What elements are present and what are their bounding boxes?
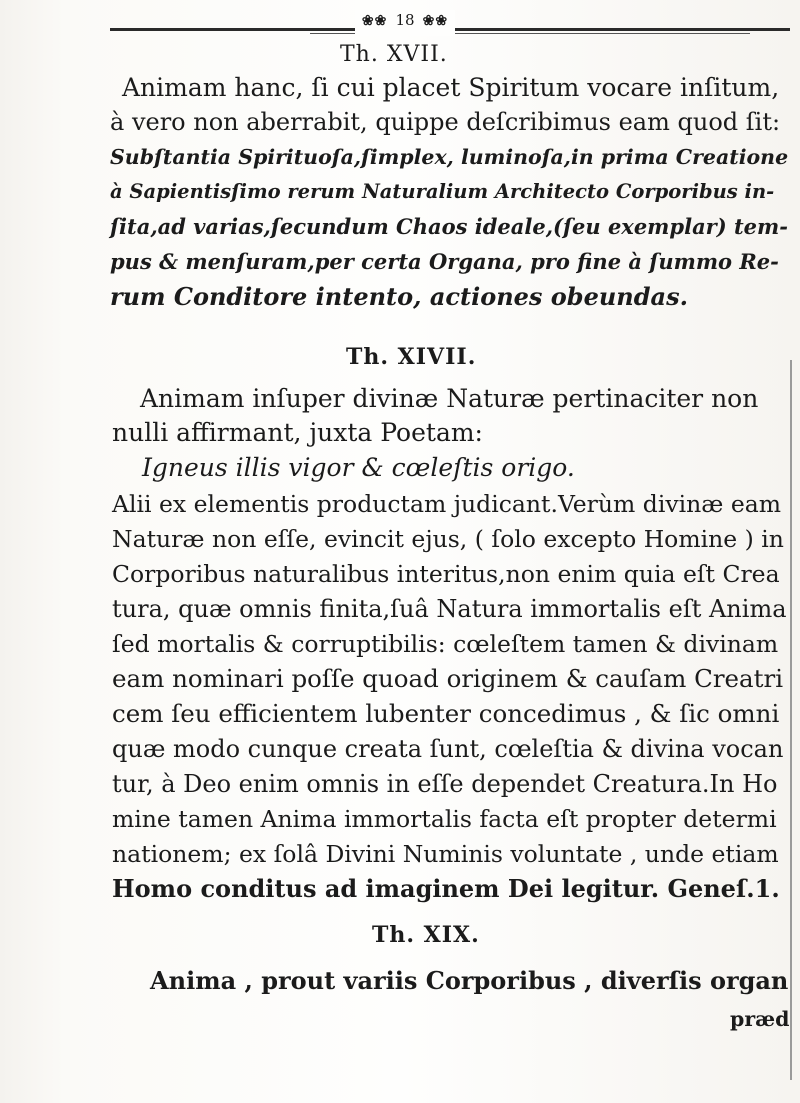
text-line: Animam inſuper divinæ Naturæ pertinaciter non (140, 384, 759, 413)
text-line: Naturæ non eſſe, evincit ejus, ( ſolo excepto Homine ) in (112, 525, 784, 553)
text-line: Subſtantia Spirituoſa,ſimplex, luminoſa,in prima Creatione (110, 145, 789, 169)
text-line: rum Conditore intento, actiones obeundas. (110, 282, 688, 311)
text-line: cem ſeu efficientem lubenter concedimus , & ſic omni (112, 699, 780, 728)
page-number: 18 (395, 11, 415, 29)
text-line: pus & menſuram,per certa Organa, pro fine à ſummo Re- (110, 249, 779, 274)
page-header (110, 8, 790, 42)
text-line: Animam hanc, ſi cui placet Spiritum vocare inſitum, (122, 73, 780, 102)
text-line: ſita,ad varias,ſecundum Chaos ideale,(ſeu exemplar) tem- (110, 214, 788, 239)
ornament-right-icon: ❀❀ (422, 13, 449, 29)
text-line: eam nominari poſſe quoad originem & cauſam Creatri (112, 664, 784, 693)
text-line: tura, quæ omnis finita,ſuâ Natura immortalis eſt Anima (112, 595, 787, 623)
text-line: Alii ex elementis productam judicant.Verùm divinæ eam (112, 490, 782, 518)
text-line: ſed mortalis & corruptibilis: cœleſtem tamen & divinam (112, 630, 779, 658)
text-line: à Sapientisſimo rerum Naturalium Architecto Corporibus in- (110, 180, 775, 203)
text-line: nationem; ex ſolâ Divini Numinis voluntate , unde etiam (112, 840, 779, 868)
text-line: Anima , prout variis Corporibus , diverſis organ (150, 966, 789, 995)
page-edge-shadow (790, 360, 792, 1080)
text-line: Corporibus naturalibus interitus,non enim quia eſt Crea (112, 560, 780, 588)
page-number-block (355, 10, 455, 36)
text-line: à vero non aberrabit, quippe deſcribimus eam quod ſit: (110, 108, 781, 136)
text-line: mine tamen Anima immortalis facta eſt propter determi (112, 805, 777, 833)
text-line: tur, à Deo enim omnis in eſſe dependet Creatura.In Ho (112, 770, 778, 798)
text-line: quæ modo cunque creata ſunt, cœleſtia & divina vocan (112, 735, 784, 763)
text-line-fragment: præd (730, 1007, 790, 1031)
text-line: nulli affirmant, juxta Poetam: (112, 418, 483, 447)
text-line-quote: Igneus illis vigor & cœleſtis origo. (142, 453, 575, 482)
thesis-18-heading: Th. XIVII. (346, 344, 477, 370)
thesis-17-heading: Th. XVII. (340, 42, 448, 67)
thesis-19-heading: Th. XIX. (372, 922, 480, 948)
text-line: Homo conditus ad imaginem Dei legitur. Geneſ.1. (112, 874, 780, 903)
ornament-left-icon: ❀❀ (361, 13, 388, 29)
